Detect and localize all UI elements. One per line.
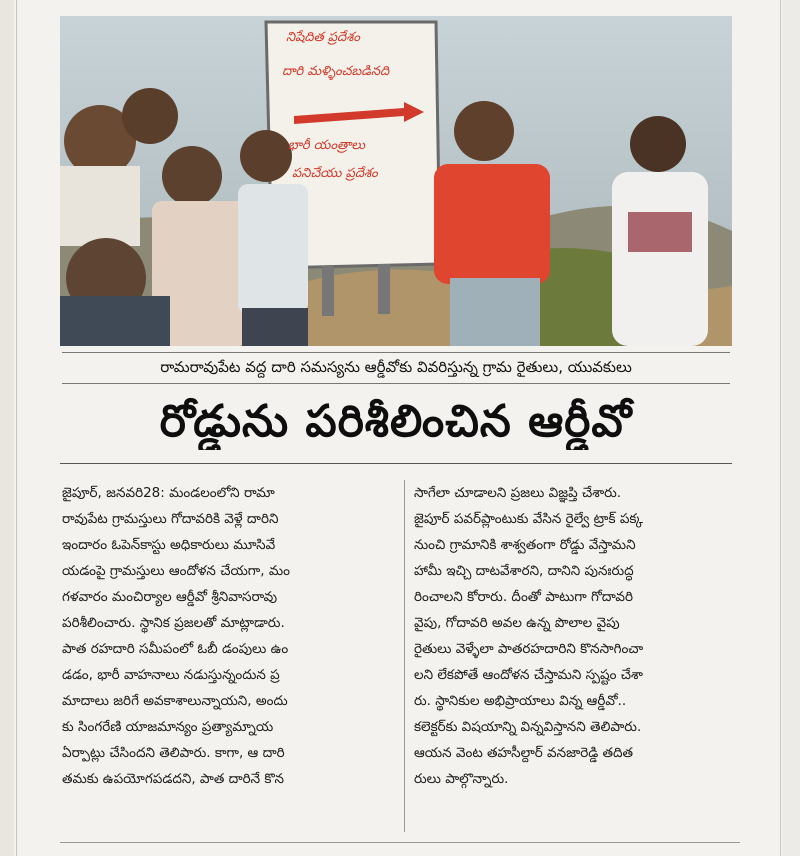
sign-line-2: దారి మళ్ళించబడినది (282, 64, 390, 79)
page-edge-left (0, 0, 14, 856)
body-line: ఇందారం ఓపెన్‌కాస్టు అధికారులు మూసివే (62, 537, 276, 553)
body-line: పాత రహదారి సమీపంలో ఓబీ డంపులు ఉం (62, 641, 289, 657)
body-line: లని లేకపోతే ఆందోళన చేస్తామని స్పష్టం చేశా (414, 667, 643, 683)
margin-rule-right (780, 0, 781, 856)
body-line: ఏర్పాట్లు చేసిందని తెలిపారు. కాగా, ఆ దారి (62, 745, 285, 761)
column-divider (404, 480, 405, 832)
body-line: తమకు ఉపయోగపడదని, పాత దారినే కొన (62, 771, 284, 787)
news-photo-illustration (60, 16, 732, 346)
body-line: రైతులు వెళ్ళేలా పాతరహదారిని కొనసాగించా (414, 641, 644, 657)
article-column-right (414, 480, 740, 792)
body-line: ఆయన వెంట తహసీల్దార్ వనజారెడ్డి తదిత (414, 745, 634, 761)
article-column-left (62, 480, 392, 792)
body-line: జైపూర్, జనవరి28: మండలంలోని రామా (62, 485, 275, 501)
body-line: డడం, భారీ వాహనాలు నడుస్తున్నందున ప్ర (62, 667, 280, 683)
body-line: గళవారం మంచిర్యాల ఆర్డీవో శ్రీనివాసరావు (62, 589, 278, 605)
article-headline: రోడ్డును పరిశీలించిన ఆర్డీవో (159, 396, 633, 447)
sign-line-1: నిషేదిత ప్రదేశం (286, 30, 360, 45)
body-line: హామీ ఇచ్చి దాటవేశారని, దానిని పునఃరుద్ధ (414, 563, 634, 579)
body-line: సాగేలా చూడాలని ప్రజలు విజ్ఞప్తి చేశారు. (414, 485, 622, 501)
bottom-rule (60, 842, 740, 843)
body-line: రులు పాల్గొన్నారు. (414, 771, 509, 787)
body-line: వైపు, గోదావరి అవల ఉన్న పొలాల వైపు (414, 615, 620, 631)
body-line: రావుపేట గ్రామస్తులు గోదావరికి వెళ్లే దారిని (62, 511, 279, 527)
body-line: జైపూర్ పవర్‌ప్లాంటుకు వేసిన రైల్వే ట్రాక్ పక్క (414, 511, 644, 527)
body-line: కలెక్టర్‌కు విషయాన్ని విన్నవిస్తానని తెలిపారు. (414, 719, 642, 735)
body-line: నుంచి గ్రామానికి శాశ్వతంగా రోడ్డు వేస్తామని (414, 537, 636, 553)
photo-caption: రామరావుపేట వద్ద దారి సమస్యను ఆర్డీవోకు వివరిస్తున్న గ్రామ రైతులు, యువకులు (160, 358, 632, 376)
body-line: కు సింగరేణి యాజమాన్యం ప్రత్యామ్నాయ (62, 719, 274, 735)
photo-caption-box (62, 352, 730, 384)
body-line: యడంపై గ్రామస్తులు ఆందోళన చేయగా, మం (62, 563, 290, 579)
body-line: పరిశీలించారు. స్థానిక ప్రజలతో మాట్లాడారు. (62, 615, 285, 631)
body-line: రించాలని కోరారు. దీంతో పాటుగా గోదావరి (414, 589, 633, 605)
sign-line-4: పనిచేయు ప్రదేశం (292, 166, 378, 181)
margin-rule-left (16, 0, 17, 856)
headline-rule (60, 463, 732, 464)
sign-line-3: భారీ యంత్రాలు (288, 138, 366, 153)
body-line: మాదాలు జరిగే అవకాశాలున్నాయని, అందు (62, 693, 288, 709)
body-line: రు. స్థానికుల అభిప్రాయాలు విన్న ఆర్డీవో.. (414, 693, 627, 709)
news-photo (60, 16, 732, 346)
page-edge-right (782, 0, 800, 856)
